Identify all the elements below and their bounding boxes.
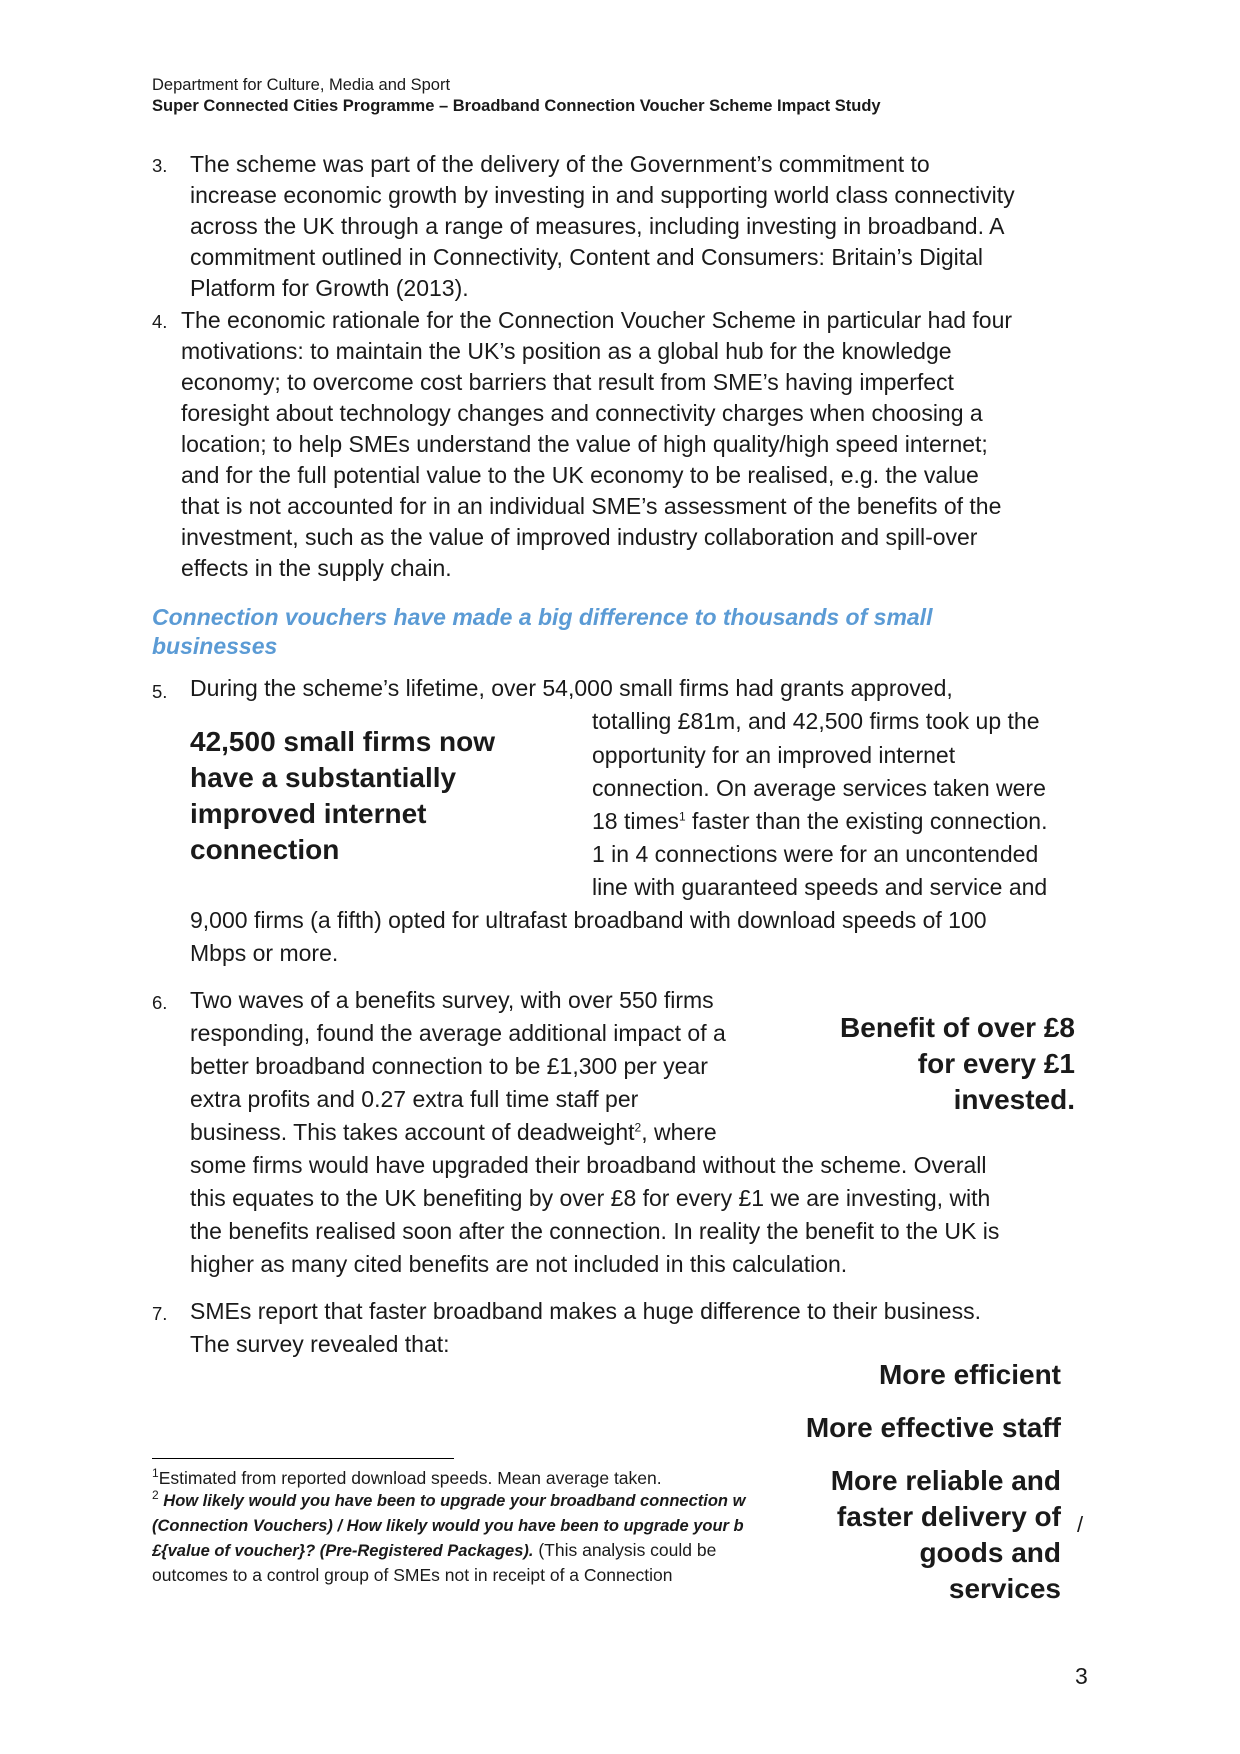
callout-firms-line: 42,500 small firms now xyxy=(190,726,496,757)
benefit-delivery-line: More reliable and xyxy=(830,1465,1061,1496)
para5-right-line: totalling £81m, and 42,500 firms took up the xyxy=(592,708,1040,734)
para6-line: Two waves of a benefits survey, with over 550 firms xyxy=(190,987,714,1013)
para3-line: commitment outlined in Connectivity, Content and Consumers: Britain’s Digital xyxy=(190,244,984,270)
footnote-ref-1[interactable]: 1 xyxy=(678,809,686,824)
para4-line: motivations: to maintain the UK’s position as a global hub for the knowledge xyxy=(181,338,952,364)
para6-tail-line: some firms would have upgraded their broadband without the scheme. Overall xyxy=(190,1152,987,1178)
para7-number: 7. xyxy=(152,1303,168,1324)
callout-firms-line: have a substantially xyxy=(190,762,457,793)
footnote-2-text: (Connection Vouchers) / How likely would you have been to upgrade your b xyxy=(152,1517,744,1535)
section-heading: Connection vouchers have made a big difference to thousands of small xyxy=(152,604,933,630)
para4-line: location; to help SMEs understand the value of high quality/high speed internet; xyxy=(181,431,988,457)
footnote-2-text: (This analysis could be xyxy=(533,1540,717,1560)
footnote-separator xyxy=(152,1458,454,1459)
para6-line: extra profits and 0.27 extra full time staff per xyxy=(190,1086,639,1112)
footnote-2-line xyxy=(152,1490,745,1511)
footnote-2-text: How likely would you have been to upgrade your broadband connection w xyxy=(158,1492,746,1510)
stray-mark: / xyxy=(1077,1512,1084,1537)
callout-benefit-line: invested. xyxy=(953,1084,1075,1115)
footnote-1-ref: 1 xyxy=(152,1466,159,1481)
para4-line: that is not accounted for in an individual SME’s assessment of the benefits of the xyxy=(181,493,1002,519)
para5-speed-text-cont: faster than the existing connection. xyxy=(692,808,1048,834)
para4-line: economy; to overcome cost barriers that result from SME’s having imperfect xyxy=(181,369,954,395)
para6-deadweight-cont: , where xyxy=(641,1119,717,1145)
para3-line: increase economic growth by investing in and supporting world class connectivity xyxy=(190,182,1015,208)
para5-speed-text: 18 times xyxy=(592,808,679,834)
callout-benefit-line: Benefit of over £8 xyxy=(840,1012,1075,1043)
para4-line: foresight about technology changes and connectivity charges when choosing a xyxy=(181,400,983,426)
footnote-2-line xyxy=(152,1515,744,1536)
para5-tail-line: Mbps or more. xyxy=(190,940,339,966)
para3-line: The scheme was part of the delivery of the Government’s commitment to xyxy=(190,151,930,177)
footnote-1 xyxy=(152,1468,662,1489)
para4-line: effects in the supply chain. xyxy=(181,555,452,581)
para6-deadweight-text: business. This takes account of deadweight xyxy=(190,1119,635,1145)
para4-line: The economic rationale for the Connection Voucher Scheme in particular had four xyxy=(181,307,1013,333)
benefit-efficient: More efficient xyxy=(878,1359,1061,1390)
para6-tail-line: this equates to the UK benefiting by over £8 for every £1 we are investing, with xyxy=(190,1185,991,1211)
para6-line: responding, found the average additional impact of a xyxy=(190,1020,726,1046)
para7-line: The survey revealed that: xyxy=(190,1331,450,1357)
para6-tail-line: higher as many cited benefits are not included in this calculation. xyxy=(190,1251,848,1277)
benefit-delivery-line: services xyxy=(948,1573,1061,1604)
para5-right-line: opportunity for an improved internet xyxy=(592,742,956,768)
para5-tail-line: 9,000 firms (a fifth) opted for ultrafast broadband with download speeds of 100 xyxy=(190,907,987,933)
callout-firms-line: improved internet xyxy=(190,798,427,829)
footnote-2-line xyxy=(152,1540,716,1561)
footnote-2-line: outcomes to a control group of SMEs not in receipt of a Connection xyxy=(152,1565,673,1585)
para5-line: During the scheme’s lifetime, over 54,000 small firms had grants approved, xyxy=(190,675,953,701)
para6-line-with-ref xyxy=(190,1117,717,1148)
para4-line: and for the full potential value to the UK economy to be realised, e.g. the value xyxy=(181,462,979,488)
footnote-1-text: Estimated from reported download speeds. Mean average taken. xyxy=(158,1468,662,1488)
para6-tail-line: the benefits realised soon after the connection. In reality the benefit to the UK is xyxy=(190,1218,1000,1244)
page-number: 3 xyxy=(1075,1663,1088,1689)
para5-right-line: 1 in 4 connections were for an uncontended xyxy=(592,841,1039,867)
footnote-2-text: £{value of voucher}? (Pre-Registered Packages). xyxy=(152,1542,534,1560)
section-heading-cont: businesses xyxy=(152,633,278,659)
callout-firms-line: connection xyxy=(190,834,340,865)
para6-line: better broadband connection to be £1,300 per year xyxy=(190,1053,708,1079)
para7-line: SMEs report that faster broadband makes a huge difference to their business. xyxy=(190,1298,981,1324)
para4-line: investment, such as the value of improved industry collaboration and spill-over xyxy=(181,524,978,550)
para3-line: across the UK through a range of measures, including investing in broadband. A xyxy=(190,213,1005,239)
footnote-2-ref: 2 xyxy=(152,1490,159,1503)
header-title: Super Connected Cities Programme – Broadband Connection Voucher Scheme Impact Study xyxy=(152,97,881,115)
para5-right-line-with-ref xyxy=(592,806,1047,837)
para4-number: 4. xyxy=(152,311,168,332)
para3-number: 3. xyxy=(152,155,168,176)
footnote-2-clip xyxy=(152,1490,782,1600)
para5-right-line: connection. On average services taken were xyxy=(592,775,1046,801)
para6-number: 6. xyxy=(152,992,168,1013)
para5-number: 5. xyxy=(152,681,168,702)
para5-right-line: line with guaranteed speeds and service and xyxy=(592,874,1048,900)
footnote-ref-2[interactable]: 2 xyxy=(634,1120,642,1135)
callout-benefit-line: for every £1 xyxy=(917,1048,1075,1079)
para3-line: Platform for Growth (2013). xyxy=(190,275,469,301)
benefit-staff: More effective staff xyxy=(805,1412,1061,1443)
header-department: Department for Culture, Media and Sport xyxy=(152,76,451,94)
benefit-delivery-line: faster delivery of xyxy=(836,1501,1061,1532)
benefit-delivery-line: goods and xyxy=(919,1537,1061,1568)
